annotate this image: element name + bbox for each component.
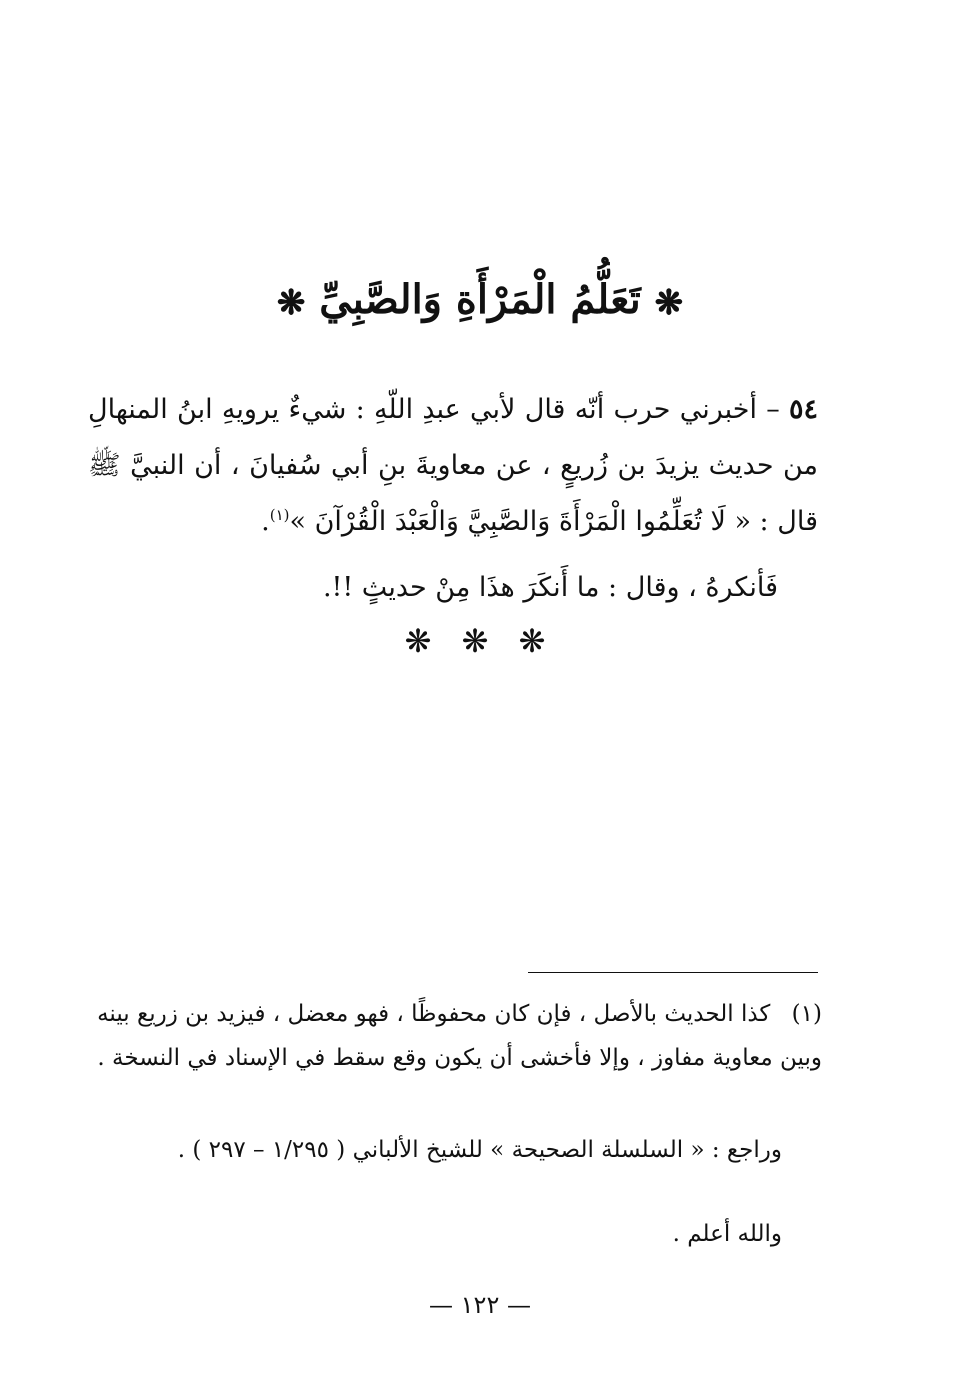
section-title-text: تَعَلُّمُ الْمَرْأَةِ وَالصَّبِيِّ [319, 276, 641, 323]
section-separator: ❋ ❋ ❋ [404, 622, 556, 660]
footnote-closing: والله أعلم . [672, 1221, 782, 1247]
footnote-number: (١) [791, 1001, 822, 1027]
hadith-comment: فَأنكرهُ ، وقال : ما أَنكَرَ هذَا مِنْ حديثٍ !!. [322, 572, 778, 603]
footnote-reference[interactable]: (١) [269, 506, 290, 524]
footnote-divider [528, 972, 818, 973]
page-number: — ١٢٢ — [429, 1291, 531, 1319]
footnote-reference-text: وراجع : « السلسلة الصحيحة » للشيخ الألباني ( ١/٢٩٥ – ٢٩٧ ) . [177, 1137, 782, 1163]
footnote-1-text: كذا الحديث بالأصل ، فإن كان محفوظًا ، فهو معضل ، فيزيد بن زريع بينه وبين معاوية مفاوز ، وإلا فأخشى أن يكون وقع سقط في الإسناد في النسخة . [97, 1001, 822, 1071]
star-ornament-icon: ❋ [276, 283, 306, 323]
section-title [160, 270, 800, 333]
hadith-number: ٥٤ [788, 394, 818, 425]
star-ornament-icon: ❋ [654, 283, 684, 323]
hadith-text-end: . [261, 506, 270, 537]
footnote-1 [96, 992, 822, 1080]
hadith-paragraph [88, 382, 818, 550]
hadith-text: – أخبرني حرب أنّه قال لأبي عبدِ اللّهِ : شيءٌ يرويهِ ابنُ المنهالِ من حديث يزيدَ بن زُريعٍ ، عن معاويةَ بنِ أبي سُفيانَ ، أن النبيَّ ﷺ قال : « لَا تُعَلِّمُوا الْمَرْأَةَ وَالصَّبِيَّ وَالْعَبْدَ الْقُرْآنَ » [88, 394, 818, 537]
